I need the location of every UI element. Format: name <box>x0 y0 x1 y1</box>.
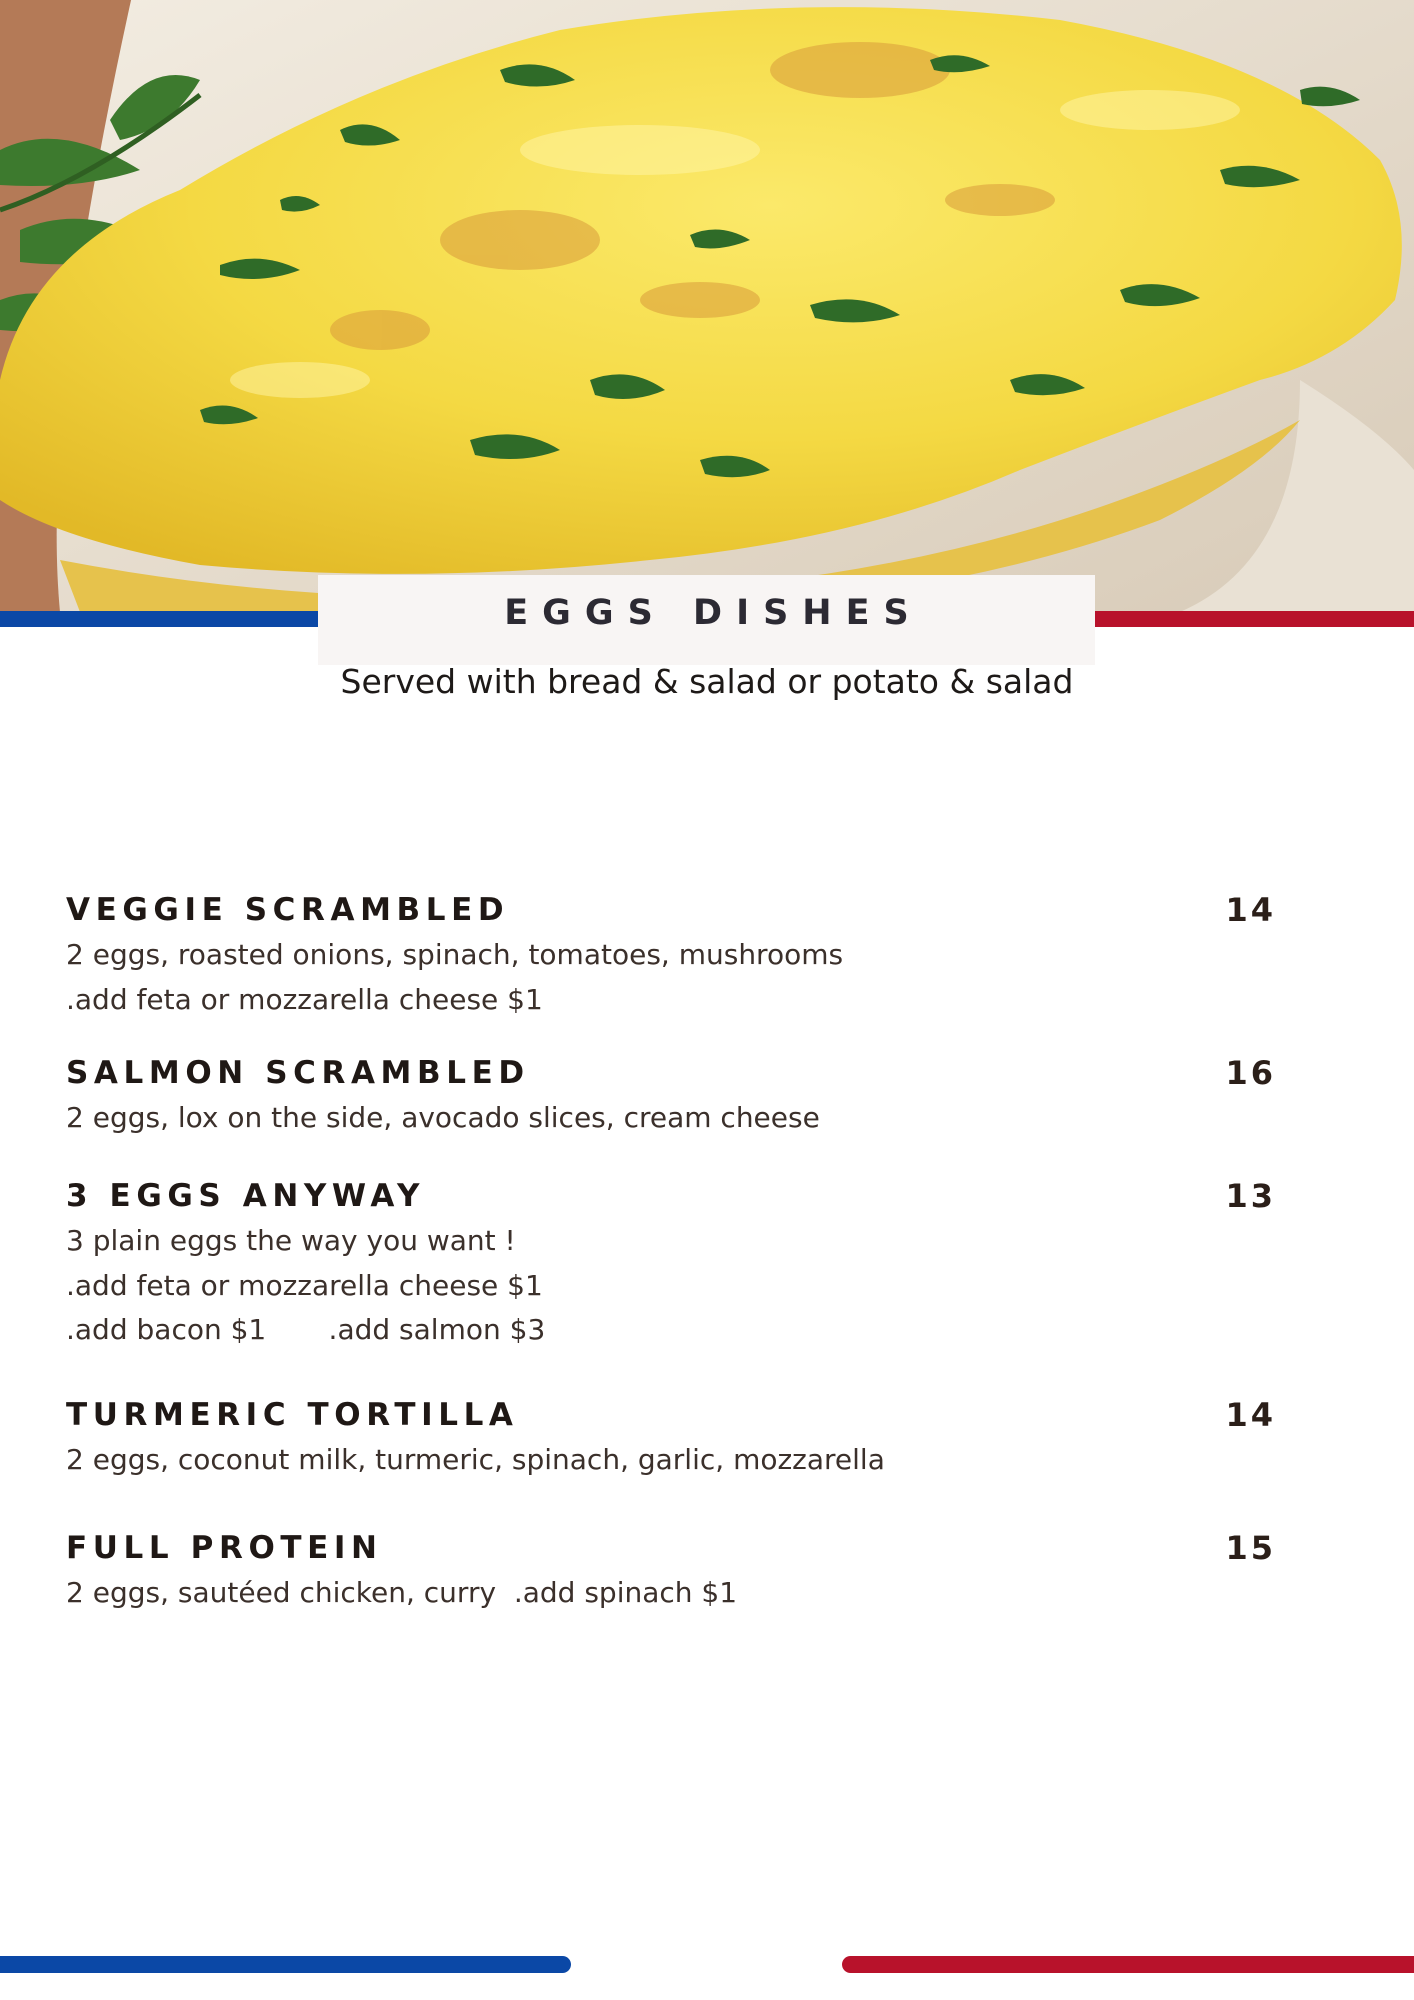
footer-line-blue <box>0 1956 571 1973</box>
item-description <box>66 1438 1276 1483</box>
menu-item <box>66 1053 1276 1141</box>
accent-line-blue <box>0 611 318 627</box>
item-description <box>66 1219 1276 1353</box>
item-name: FULL PROTEIN <box>66 1530 383 1566</box>
section-title: EGGS DISHES <box>504 593 923 633</box>
item-name: TURMERIC TORTILLA <box>66 1397 519 1433</box>
footer-line-red <box>842 1956 1414 1973</box>
menu-item <box>66 1176 1276 1353</box>
item-addon-line: .add feta or mozzarella cheese $1 <box>66 1268 543 1302</box>
item-description-line: 3 plain eggs the way you want ! <box>66 1224 516 1257</box>
item-description <box>66 933 1276 1022</box>
item-price: 13 <box>1225 1177 1276 1215</box>
item-description-line: 2 eggs, sautéed chicken, curry .add spinach $1 <box>66 1576 738 1609</box>
item-description <box>66 1571 1276 1616</box>
item-description-line: 2 eggs, lox on the side, avocado slices, cream cheese <box>66 1101 820 1134</box>
item-price: 14 <box>1225 891 1276 929</box>
omelette-illustration <box>0 0 1414 612</box>
menu-item <box>66 890 1276 1022</box>
item-addon-line: .add feta or mozzarella cheese $1 <box>66 982 543 1016</box>
menu-item <box>66 1395 1276 1483</box>
item-name: 3 EGGS ANYWAY <box>66 1178 426 1214</box>
item-price: 14 <box>1225 1396 1276 1434</box>
title-box <box>318 575 1095 665</box>
item-addon-line: .add bacon $1 .add salmon $3 <box>66 1313 546 1346</box>
item-description <box>66 1096 1276 1141</box>
item-description-line: 2 eggs, roasted onions, spinach, tomatoes, mushrooms <box>66 938 844 971</box>
section-subtitle: Served with bread & salad or potato & salad <box>340 662 1074 701</box>
menu-item <box>66 1528 1276 1616</box>
item-name: VEGGIE SCRAMBLED <box>66 892 510 928</box>
item-price: 16 <box>1225 1054 1276 1092</box>
omelette-photo <box>0 0 1414 612</box>
item-price: 15 <box>1225 1529 1276 1567</box>
item-description-line: 2 eggs, coconut milk, turmeric, spinach, garlic, mozzarella <box>66 1443 885 1476</box>
item-name: SALMON SCRAMBLED <box>66 1055 530 1091</box>
accent-line-red <box>1095 611 1414 627</box>
